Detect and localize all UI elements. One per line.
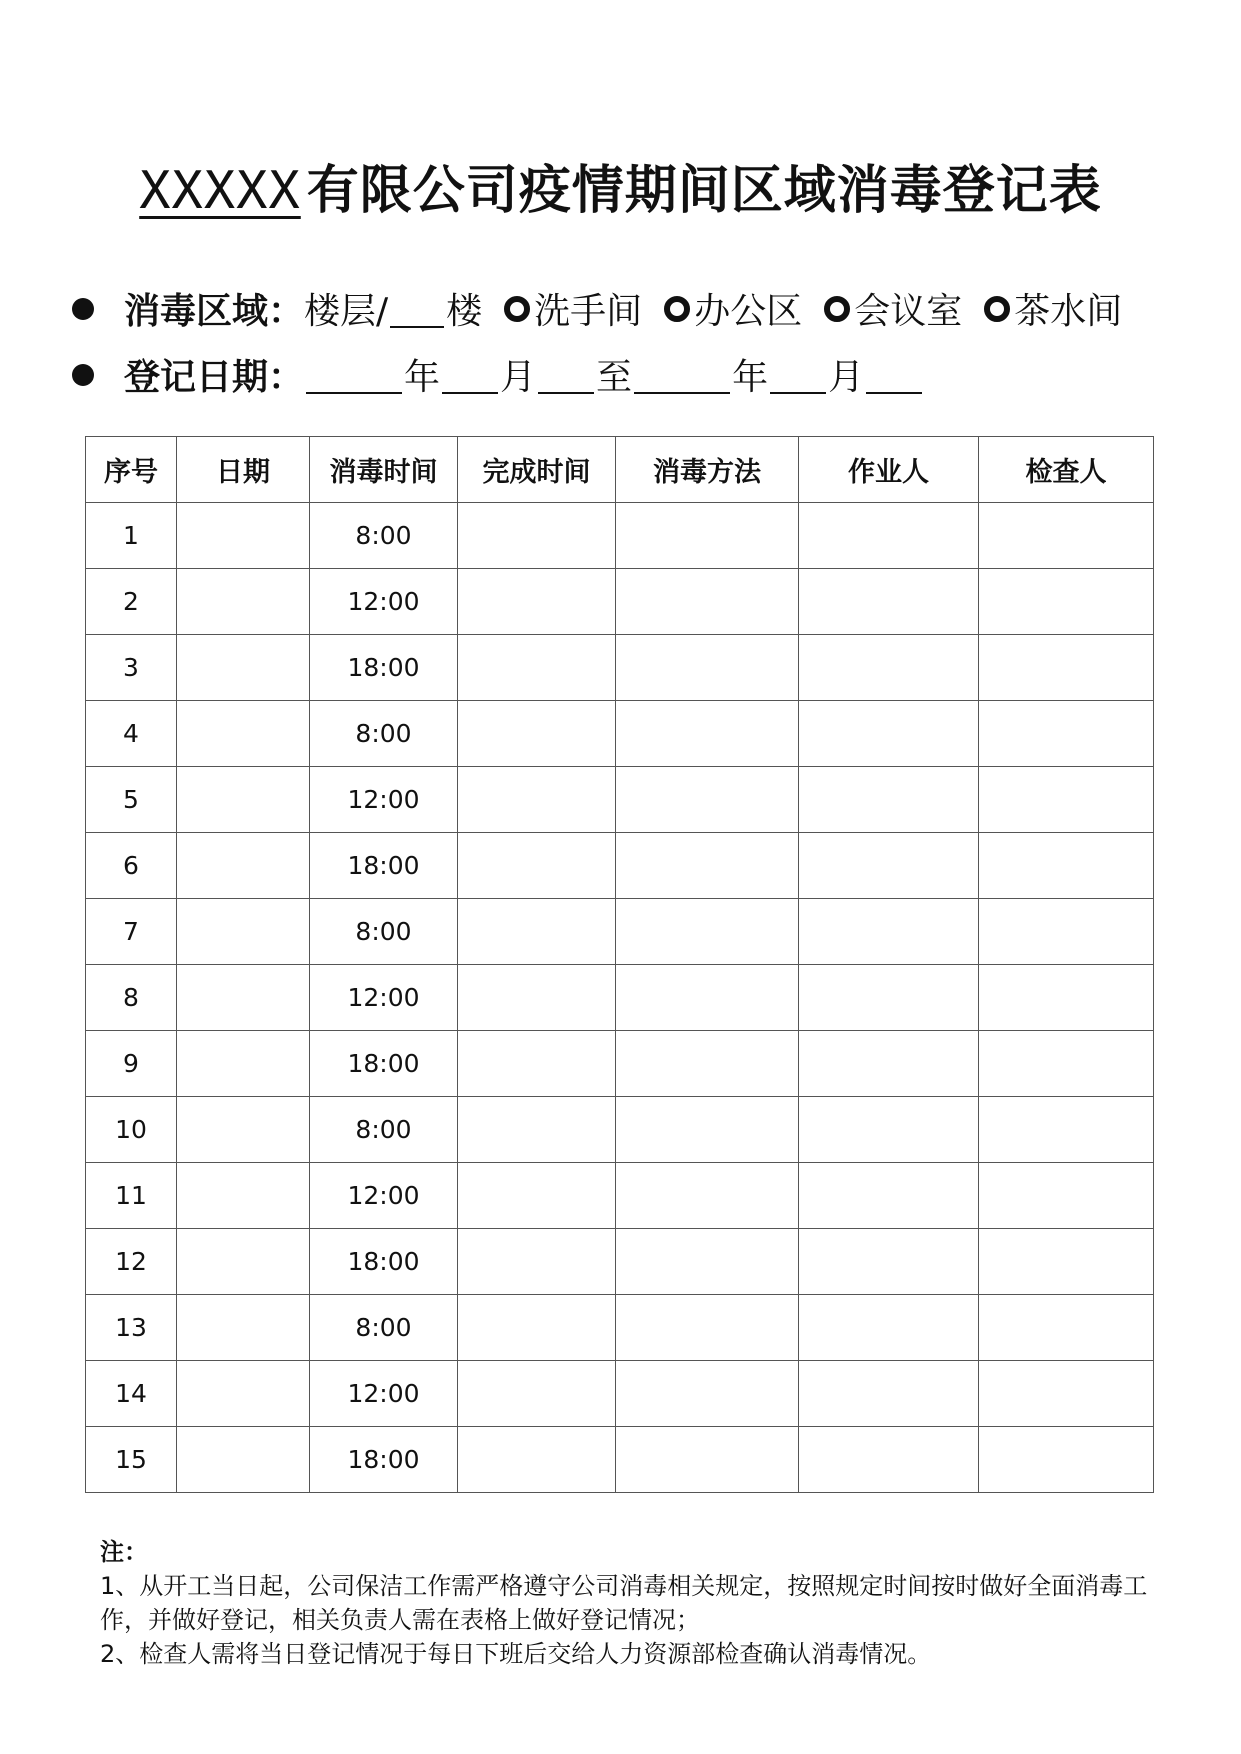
start-month-blank[interactable] <box>442 356 498 394</box>
table-row <box>86 767 1154 833</box>
cell-method[interactable] <box>616 1427 799 1493</box>
cell-operator[interactable] <box>799 635 979 701</box>
cell-disinfect-time: 8:00 <box>310 1295 458 1361</box>
cell-disinfect-time: 18:00 <box>310 635 458 701</box>
cell-disinfect-time: 8:00 <box>310 503 458 569</box>
cell-finish-time[interactable] <box>458 635 616 701</box>
table-row <box>86 635 1154 701</box>
floor-prefix: 楼层/ <box>304 291 389 332</box>
table-row <box>86 1295 1154 1361</box>
date-line <box>70 349 924 400</box>
option-meeting-room[interactable] <box>824 283 962 334</box>
notes-heading: 注： <box>100 1538 148 1566</box>
radio-icon <box>664 296 690 322</box>
header-finish-time: 完成时间 <box>458 437 616 503</box>
cell-no: 5 <box>86 767 177 833</box>
cell-disinfect-time: 8:00 <box>310 1097 458 1163</box>
cell-method[interactable] <box>616 1031 799 1097</box>
radio-icon <box>824 296 850 322</box>
cell-finish-time[interactable] <box>458 899 616 965</box>
to-text: 至 <box>596 357 633 398</box>
table-row <box>86 569 1154 635</box>
cell-inspector[interactable] <box>979 1031 1154 1097</box>
cell-finish-time[interactable] <box>458 503 616 569</box>
start-day-blank[interactable] <box>538 356 594 394</box>
cell-operator[interactable] <box>799 1229 979 1295</box>
cell-no: 10 <box>86 1097 177 1163</box>
cell-no: 6 <box>86 833 177 899</box>
radio-icon <box>504 296 530 322</box>
option-office[interactable] <box>664 283 802 334</box>
year-unit: 年 <box>404 357 441 398</box>
month-unit: 月 <box>828 357 865 398</box>
cell-inspector[interactable] <box>979 767 1154 833</box>
bullet-icon <box>72 364 94 386</box>
header-method: 消毒方法 <box>616 437 799 503</box>
table-row <box>86 1031 1154 1097</box>
cell-method[interactable] <box>616 503 799 569</box>
header-disinfect-time: 消毒时间 <box>310 437 458 503</box>
cell-no: 7 <box>86 899 177 965</box>
cell-finish-time[interactable] <box>458 767 616 833</box>
cell-disinfect-time: 18:00 <box>310 1031 458 1097</box>
table-row <box>86 899 1154 965</box>
cell-operator[interactable] <box>799 701 979 767</box>
cell-no: 8 <box>86 965 177 1031</box>
cell-inspector[interactable] <box>979 1361 1154 1427</box>
cell-inspector[interactable] <box>979 1295 1154 1361</box>
cell-method[interactable] <box>616 569 799 635</box>
table-row <box>86 833 1154 899</box>
table-row <box>86 1229 1154 1295</box>
cell-operator[interactable] <box>799 767 979 833</box>
cell-operator[interactable] <box>799 1163 979 1229</box>
year-unit: 年 <box>732 357 769 398</box>
note-2: 2、检查人需将当日登记情况于每日下班后交给人力资源部检查确认消毒情况。 <box>100 1640 932 1668</box>
radio-icon <box>984 296 1010 322</box>
cell-date[interactable] <box>177 1163 310 1229</box>
cell-finish-time[interactable] <box>458 1361 616 1427</box>
end-day-blank[interactable] <box>866 356 922 394</box>
cell-disinfect-time: 12:00 <box>310 965 458 1031</box>
cell-inspector[interactable] <box>979 1229 1154 1295</box>
cell-method[interactable] <box>616 1295 799 1361</box>
cell-date[interactable] <box>177 767 310 833</box>
date-label: 登记日期： <box>124 357 305 398</box>
cell-disinfect-time: 18:00 <box>310 833 458 899</box>
cell-inspector[interactable] <box>979 635 1154 701</box>
cell-disinfect-time: 18:00 <box>310 1427 458 1493</box>
month-unit: 月 <box>500 357 537 398</box>
cell-inspector[interactable] <box>979 833 1154 899</box>
cell-date[interactable] <box>177 635 310 701</box>
cell-inspector[interactable] <box>979 1427 1154 1493</box>
cell-operator[interactable] <box>799 833 979 899</box>
cell-method[interactable] <box>616 965 799 1031</box>
cell-date[interactable] <box>177 1229 310 1295</box>
header-date: 日期 <box>177 437 310 503</box>
cell-disinfect-time: 8:00 <box>310 701 458 767</box>
cell-date[interactable] <box>177 1097 310 1163</box>
cell-no: 13 <box>86 1295 177 1361</box>
cell-operator[interactable] <box>799 1361 979 1427</box>
header-inspector: 检查人 <box>979 437 1154 503</box>
table-row <box>86 965 1154 1031</box>
cell-inspector[interactable] <box>979 1097 1154 1163</box>
cell-date[interactable] <box>177 965 310 1031</box>
cell-inspector[interactable] <box>979 503 1154 569</box>
cell-finish-time[interactable] <box>458 1427 616 1493</box>
cell-date[interactable] <box>177 1361 310 1427</box>
cell-method[interactable] <box>616 1097 799 1163</box>
cell-inspector[interactable] <box>979 899 1154 965</box>
cell-finish-time[interactable] <box>458 1163 616 1229</box>
cell-date[interactable] <box>177 701 310 767</box>
floor-suffix: 楼 <box>446 291 483 332</box>
end-month-blank[interactable] <box>770 356 826 394</box>
table-row <box>86 503 1154 569</box>
cell-operator[interactable] <box>799 1295 979 1361</box>
cell-no: 4 <box>86 701 177 767</box>
cell-finish-time[interactable] <box>458 1229 616 1295</box>
cell-finish-time[interactable] <box>458 569 616 635</box>
company-name: XXXXX <box>139 161 301 221</box>
cell-operator[interactable] <box>799 503 979 569</box>
floor-blank[interactable] <box>390 290 444 328</box>
disinfection-log-table <box>85 436 1154 1493</box>
notes <box>100 1535 1160 1671</box>
cell-finish-time[interactable] <box>458 833 616 899</box>
cell-method[interactable] <box>616 833 799 899</box>
cell-disinfect-time: 8:00 <box>310 899 458 965</box>
end-year-blank[interactable] <box>634 356 730 394</box>
note-1: 1、从开工当日起，公司保洁工作需严格遵守公司消毒相关规定，按照规定时间按时做好全面消毒工作，并做好登记，相关负责人需在表格上做好登记情况； <box>100 1572 1148 1634</box>
cell-operator[interactable] <box>799 899 979 965</box>
option-label: 洗手间 <box>534 291 643 332</box>
cell-finish-time[interactable] <box>458 1097 616 1163</box>
cell-disinfect-time: 12:00 <box>310 1163 458 1229</box>
cell-operator[interactable] <box>799 965 979 1031</box>
cell-inspector[interactable] <box>979 701 1154 767</box>
cell-inspector[interactable] <box>979 1163 1154 1229</box>
table-row <box>86 1097 1154 1163</box>
cell-date[interactable] <box>177 1031 310 1097</box>
cell-no: 2 <box>86 569 177 635</box>
option-washroom[interactable] <box>504 283 642 334</box>
table-header-row <box>86 437 1154 503</box>
cell-date[interactable] <box>177 899 310 965</box>
cell-date[interactable] <box>177 569 310 635</box>
cell-finish-time[interactable] <box>458 701 616 767</box>
cell-operator[interactable] <box>799 1097 979 1163</box>
cell-operator[interactable] <box>799 1031 979 1097</box>
cell-method[interactable] <box>616 701 799 767</box>
cell-inspector[interactable] <box>979 569 1154 635</box>
cell-no: 14 <box>86 1361 177 1427</box>
cell-no: 11 <box>86 1163 177 1229</box>
bullet-icon <box>72 298 94 320</box>
cell-finish-time[interactable] <box>458 1031 616 1097</box>
cell-finish-time[interactable] <box>458 965 616 1031</box>
cell-date[interactable] <box>177 1295 310 1361</box>
cell-no: 9 <box>86 1031 177 1097</box>
cell-finish-time[interactable] <box>458 1295 616 1361</box>
header-operator: 作业人 <box>799 437 979 503</box>
cell-date[interactable] <box>177 1427 310 1493</box>
area-label: 消毒区域： <box>124 291 305 332</box>
cell-method[interactable] <box>616 1229 799 1295</box>
cell-no: 3 <box>86 635 177 701</box>
table-row <box>86 701 1154 767</box>
cell-no: 15 <box>86 1427 177 1493</box>
start-year-blank[interactable] <box>306 356 402 394</box>
cell-disinfect-time: 18:00 <box>310 1229 458 1295</box>
option-label: 办公区 <box>694 291 803 332</box>
cell-disinfect-time: 12:00 <box>310 767 458 833</box>
table-row <box>86 1427 1154 1493</box>
cell-method[interactable] <box>616 635 799 701</box>
option-label: 会议室 <box>854 291 963 332</box>
cell-operator[interactable] <box>799 569 979 635</box>
table-row <box>86 1163 1154 1229</box>
cell-method[interactable] <box>616 899 799 965</box>
cell-date[interactable] <box>177 503 310 569</box>
cell-no: 12 <box>86 1229 177 1295</box>
table-row <box>86 1361 1154 1427</box>
page-title <box>0 148 1241 223</box>
option-tea-room[interactable] <box>984 283 1122 334</box>
area-line <box>70 283 1122 334</box>
cell-inspector[interactable] <box>979 965 1154 1031</box>
cell-no: 1 <box>86 503 177 569</box>
option-label: 茶水间 <box>1014 291 1123 332</box>
title-text: 有限公司疫情期间区域消毒登记表 <box>306 161 1102 221</box>
cell-method[interactable] <box>616 1163 799 1229</box>
cell-method[interactable] <box>616 767 799 833</box>
cell-disinfect-time: 12:00 <box>310 1361 458 1427</box>
cell-operator[interactable] <box>799 1427 979 1493</box>
cell-disinfect-time: 12:00 <box>310 569 458 635</box>
header-no: 序号 <box>86 437 177 503</box>
cell-method[interactable] <box>616 1361 799 1427</box>
cell-date[interactable] <box>177 833 310 899</box>
